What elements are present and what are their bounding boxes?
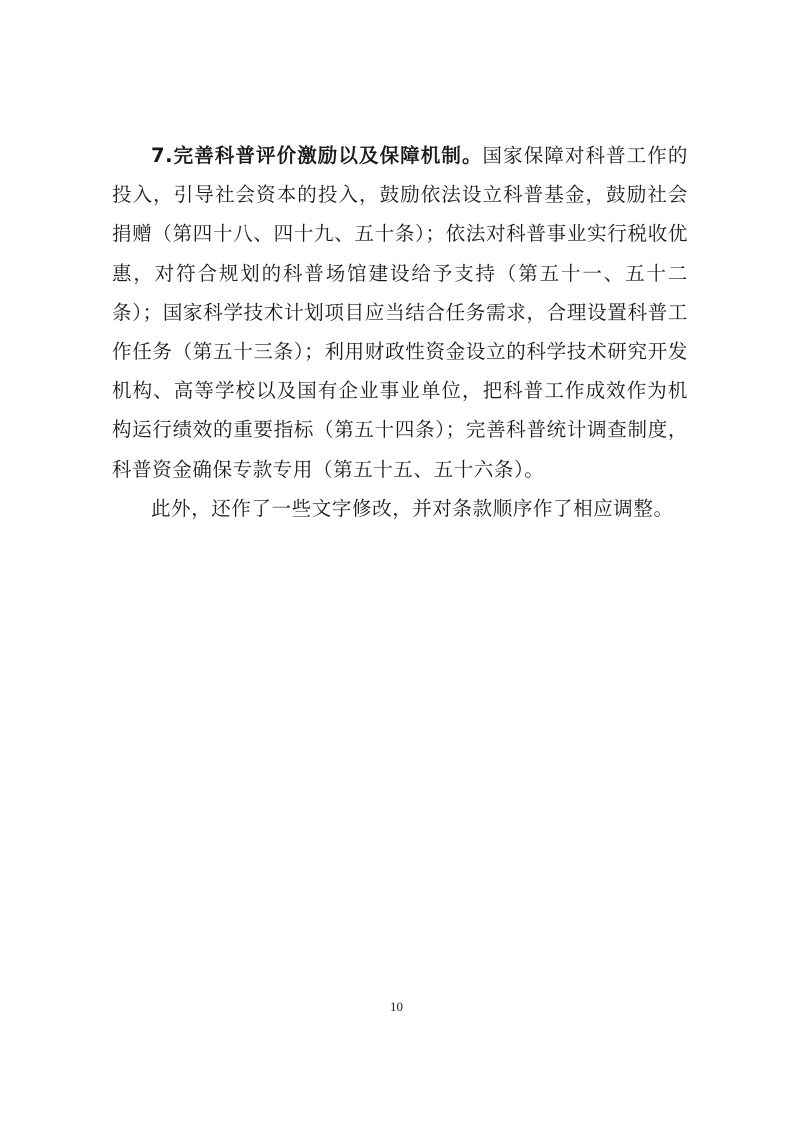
document-body <box>112 136 688 528</box>
paragraph-guarantee-mechanism <box>112 136 688 489</box>
paragraph-text: 国家保障对科普工作的投入，引导社会资本的投入，鼓励依法设立科普基金，鼓励社会捐赠（第四十八、四十九、五十条）；依法对科普事业实行税收优惠，对符合规划的科普场馆建设给予支持（第五十一、五十二条）；国家科学技术计划项目应当结合任务需求，合理设置科普工作任务（第五十三条）；利用财政性资金设立的科学技术研究开发机构、高等学校以及国有企业事业单位，把科普工作成效作为机构运行绩效的重要指标（第五十四条）；完善科普统计调查制度，科普资金确保专款专用（第五十五、五十六条）。 <box>112 144 688 481</box>
paragraph-additional-changes: 此外，还作了一些文字修改，并对条款顺序作了相应调整。 <box>151 496 674 520</box>
paragraph-heading: 7.完善科普评价激励以及保障机制。 <box>151 144 483 167</box>
page-number: 10 <box>390 999 403 1014</box>
